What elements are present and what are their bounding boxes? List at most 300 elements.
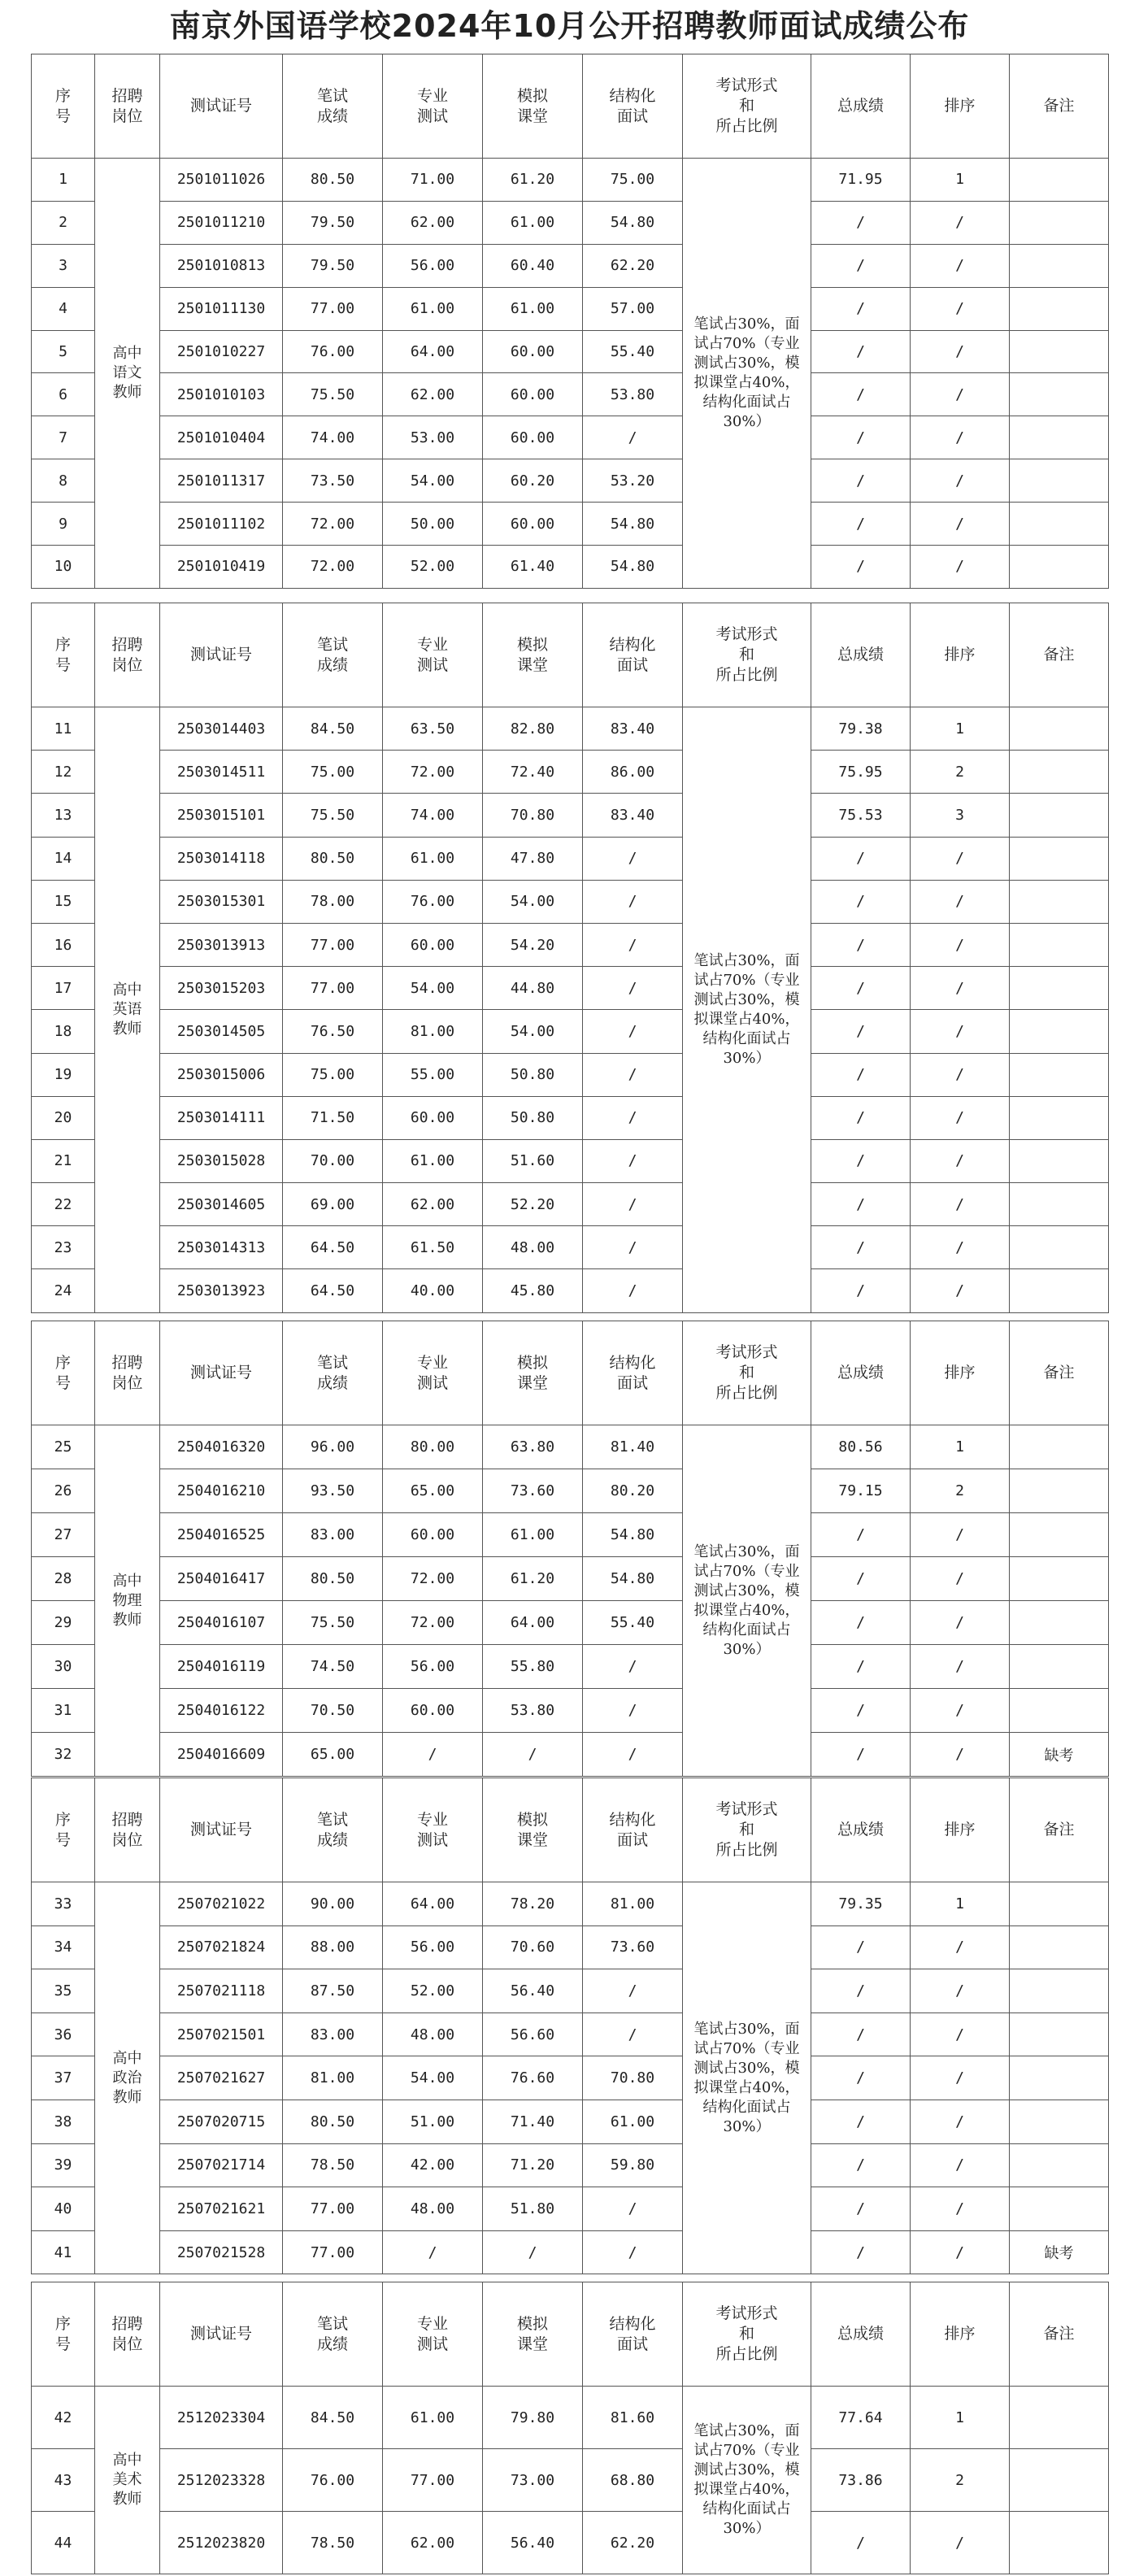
cell-test-id: 2504016320 bbox=[160, 1425, 283, 1469]
cell-test-id: 2503015028 bbox=[160, 1139, 283, 1182]
table-row bbox=[32, 287, 1109, 330]
header-col-test-id: 测试证号 bbox=[160, 2282, 283, 2387]
table-row bbox=[32, 1226, 1109, 1269]
cell-professional-score: 48.00 bbox=[383, 2012, 483, 2056]
cell-test-id: 2512023304 bbox=[160, 2387, 283, 2449]
cell-mock-class-score: 61.20 bbox=[483, 159, 583, 202]
cell-mock-class-score: 56.40 bbox=[483, 2512, 583, 2574]
cell-no: 39 bbox=[32, 2143, 95, 2187]
cell-rank: 2 bbox=[911, 1469, 1010, 1513]
cell-no: 34 bbox=[32, 1925, 95, 1969]
cell-mock-class-score: 44.80 bbox=[483, 967, 583, 1010]
cell-mock-class-score: 50.80 bbox=[483, 1096, 583, 1139]
table-row bbox=[32, 459, 1109, 503]
cell-rank: / bbox=[911, 1513, 1010, 1557]
cell-no: 19 bbox=[32, 1053, 95, 1096]
cell-remark bbox=[1010, 1513, 1109, 1557]
header-col-no: 序 号 bbox=[32, 54, 95, 159]
cell-structured-score: 62.20 bbox=[583, 2512, 683, 2574]
cell-total-score: 77.64 bbox=[811, 2387, 911, 2449]
cell-rank: / bbox=[911, 2512, 1010, 2574]
cell-post: 高中 政治 教师 bbox=[95, 1882, 160, 2274]
cell-total-score: / bbox=[811, 1689, 911, 1733]
cell-rank: / bbox=[911, 1925, 1010, 1969]
cell-structured-score: 73.60 bbox=[583, 1925, 683, 1969]
cell-total-score: / bbox=[811, 1925, 911, 1969]
table-row bbox=[32, 1139, 1109, 1182]
cell-remark bbox=[1010, 1096, 1109, 1139]
cell-structured-score: 53.80 bbox=[583, 373, 683, 416]
cell-total-score: / bbox=[811, 416, 911, 459]
cell-total-score: / bbox=[811, 330, 911, 373]
cell-no: 41 bbox=[32, 2230, 95, 2274]
cell-test-id: 2503015006 bbox=[160, 1053, 283, 1096]
cell-test-id: 2512023820 bbox=[160, 2512, 283, 2574]
cell-structured-score: 83.40 bbox=[583, 794, 683, 837]
table-row bbox=[32, 330, 1109, 373]
cell-rank: / bbox=[911, 1226, 1010, 1269]
cell-no: 38 bbox=[32, 2100, 95, 2143]
header-col-remark: 备注 bbox=[1010, 1321, 1109, 1425]
header-col-method: 考试形式 和 所占比例 bbox=[683, 2282, 811, 2387]
cell-remark bbox=[1010, 923, 1109, 966]
cell-test-id: 2503015203 bbox=[160, 967, 283, 1010]
cell-written-score: 75.50 bbox=[283, 1601, 383, 1645]
score-table-block bbox=[31, 54, 1108, 589]
table-row bbox=[32, 1469, 1109, 1513]
cell-professional-score: 55.00 bbox=[383, 1053, 483, 1096]
header-col-written: 笔试 成绩 bbox=[283, 2282, 383, 2387]
score-table bbox=[31, 1321, 1109, 1777]
cell-professional-score: 62.00 bbox=[383, 201, 483, 244]
cell-rank: / bbox=[911, 1269, 1010, 1312]
cell-total-score: / bbox=[811, 373, 911, 416]
cell-rank: 1 bbox=[911, 1425, 1010, 1469]
page-title: 南京外国语学校2024年10月公开招聘教师面试成绩公布 bbox=[169, 8, 970, 44]
cell-test-id: 2507021621 bbox=[160, 2187, 283, 2231]
table-row bbox=[32, 880, 1109, 923]
cell-remark bbox=[1010, 330, 1109, 373]
cell-test-id: 2501011210 bbox=[160, 201, 283, 244]
cell-structured-score: / bbox=[583, 2187, 683, 2231]
cell-professional-score: 62.00 bbox=[383, 373, 483, 416]
cell-rank: / bbox=[911, 459, 1010, 503]
cell-total-score: 80.56 bbox=[811, 1425, 911, 1469]
cell-rank: / bbox=[911, 201, 1010, 244]
table-row bbox=[32, 707, 1109, 751]
cell-mock-class-score: 60.40 bbox=[483, 244, 583, 287]
cell-written-score: 64.50 bbox=[283, 1269, 383, 1312]
cell-mock-class-score: 60.00 bbox=[483, 503, 583, 546]
cell-test-id: 2507021022 bbox=[160, 1882, 283, 1926]
header-col-structured: 结构化 面试 bbox=[583, 603, 683, 707]
cell-total-score: 75.53 bbox=[811, 794, 911, 837]
cell-remark bbox=[1010, 287, 1109, 330]
cell-professional-score: 72.00 bbox=[383, 1601, 483, 1645]
cell-remark bbox=[1010, 1925, 1109, 1969]
cell-written-score: 76.00 bbox=[283, 330, 383, 373]
cell-written-score: 77.00 bbox=[283, 967, 383, 1010]
cell-mock-class-score: 60.20 bbox=[483, 459, 583, 503]
cell-total-score: / bbox=[811, 2100, 911, 2143]
cell-written-score: 74.00 bbox=[283, 416, 383, 459]
table-row bbox=[32, 1096, 1109, 1139]
cell-professional-score: 71.00 bbox=[383, 159, 483, 202]
cell-remark bbox=[1010, 2056, 1109, 2100]
table-row bbox=[32, 1733, 1109, 1777]
cell-mock-class-score: 55.80 bbox=[483, 1645, 583, 1689]
cell-mock-class-score: 56.60 bbox=[483, 2012, 583, 2056]
header-col-post: 招聘 岗位 bbox=[95, 1321, 160, 1425]
cell-written-score: 80.50 bbox=[283, 159, 383, 202]
cell-written-score: 70.50 bbox=[283, 1689, 383, 1733]
cell-total-score: / bbox=[811, 546, 911, 589]
cell-remark bbox=[1010, 794, 1109, 837]
cell-remark bbox=[1010, 2512, 1109, 2574]
cell-written-score: 77.00 bbox=[283, 287, 383, 330]
cell-no: 36 bbox=[32, 2012, 95, 2056]
cell-mock-class-score: 48.00 bbox=[483, 1226, 583, 1269]
cell-remark bbox=[1010, 1645, 1109, 1689]
cell-written-score: 74.50 bbox=[283, 1645, 383, 1689]
cell-test-id: 2503015301 bbox=[160, 880, 283, 923]
cell-total-score: / bbox=[811, 2056, 911, 2100]
cell-remark bbox=[1010, 1010, 1109, 1053]
table-header-row bbox=[32, 603, 1109, 707]
cell-total-score: / bbox=[811, 1226, 911, 1269]
cell-remark bbox=[1010, 2100, 1109, 2143]
header-col-post: 招聘 岗位 bbox=[95, 54, 160, 159]
cell-written-score: 81.00 bbox=[283, 2056, 383, 2100]
cell-mock-class-score: 63.80 bbox=[483, 1425, 583, 1469]
cell-written-score: 88.00 bbox=[283, 1925, 383, 1969]
cell-structured-score: / bbox=[583, 1053, 683, 1096]
cell-professional-score: 54.00 bbox=[383, 459, 483, 503]
header-col-remark: 备注 bbox=[1010, 603, 1109, 707]
cell-exam-method: 笔试占30%，面试占70%（专业测试占30%，模拟课堂占40%，结构化面试占30%） bbox=[683, 1425, 811, 1777]
cell-mock-class-score: 61.00 bbox=[483, 201, 583, 244]
header-col-post: 招聘 岗位 bbox=[95, 1778, 160, 1882]
table-row bbox=[32, 1513, 1109, 1557]
cell-total-score: 79.15 bbox=[811, 1469, 911, 1513]
cell-professional-score: 56.00 bbox=[383, 244, 483, 287]
cell-exam-method: 笔试占30%，面试占70%（专业测试占30%，模拟课堂占40%，结构化面试占30%） bbox=[683, 1882, 811, 2274]
cell-no: 17 bbox=[32, 967, 95, 1010]
header-col-total: 总成绩 bbox=[811, 603, 911, 707]
table-row bbox=[32, 837, 1109, 880]
cell-professional-score: 64.00 bbox=[383, 330, 483, 373]
cell-post: 高中 美术 教师 bbox=[95, 2387, 160, 2574]
cell-no: 15 bbox=[32, 880, 95, 923]
header-col-rank: 排序 bbox=[911, 1321, 1010, 1425]
cell-no: 8 bbox=[32, 459, 95, 503]
header-col-mock-class: 模拟 课堂 bbox=[483, 2282, 583, 2387]
cell-professional-score: 61.00 bbox=[383, 1139, 483, 1182]
cell-test-id: 2504016122 bbox=[160, 1689, 283, 1733]
cell-no: 33 bbox=[32, 1882, 95, 1926]
cell-rank: / bbox=[911, 1557, 1010, 1601]
cell-written-score: 83.00 bbox=[283, 1513, 383, 1557]
cell-remark bbox=[1010, 1425, 1109, 1469]
cell-professional-score: 72.00 bbox=[383, 1557, 483, 1601]
cell-remark bbox=[1010, 459, 1109, 503]
cell-mock-class-score: 73.60 bbox=[483, 1469, 583, 1513]
cell-test-id: 2504016107 bbox=[160, 1601, 283, 1645]
cell-total-score: / bbox=[811, 2230, 911, 2274]
cell-mock-class-score: 71.20 bbox=[483, 2143, 583, 2187]
header-col-remark: 备注 bbox=[1010, 2282, 1109, 2387]
cell-exam-method: 笔试占30%，面试占70%（专业测试占30%，模拟课堂占40%，结构化面试占30%） bbox=[683, 707, 811, 1313]
cell-mock-class-score: 61.20 bbox=[483, 1557, 583, 1601]
header-col-professional: 专业 测试 bbox=[383, 1778, 483, 1882]
table-row bbox=[32, 967, 1109, 1010]
cell-no: 28 bbox=[32, 1557, 95, 1601]
header-col-rank: 排序 bbox=[911, 603, 1010, 707]
header-col-no: 序 号 bbox=[32, 603, 95, 707]
cell-no: 35 bbox=[32, 1969, 95, 2013]
cell-rank: / bbox=[911, 923, 1010, 966]
cell-test-id: 2501010419 bbox=[160, 546, 283, 589]
cell-written-score: 78.50 bbox=[283, 2512, 383, 2574]
cell-professional-score: 60.00 bbox=[383, 1513, 483, 1557]
cell-post: 高中 语文 教师 bbox=[95, 159, 160, 589]
cell-professional-score: 61.00 bbox=[383, 2387, 483, 2449]
cell-mock-class-score: / bbox=[483, 1733, 583, 1777]
table-row bbox=[32, 1689, 1109, 1733]
cell-structured-score: 81.60 bbox=[583, 2387, 683, 2449]
cell-written-score: 78.00 bbox=[283, 880, 383, 923]
cell-written-score: 80.50 bbox=[283, 1557, 383, 1601]
cell-written-score: 73.50 bbox=[283, 459, 383, 503]
cell-total-score: / bbox=[811, 2512, 911, 2574]
cell-structured-score: 54.80 bbox=[583, 1513, 683, 1557]
cell-total-score: / bbox=[811, 1645, 911, 1689]
cell-total-score: / bbox=[811, 287, 911, 330]
cell-professional-score: 63.50 bbox=[383, 707, 483, 751]
cell-remark bbox=[1010, 416, 1109, 459]
cell-no: 3 bbox=[32, 244, 95, 287]
cell-test-id: 2501011102 bbox=[160, 503, 283, 546]
cell-total-score: / bbox=[811, 503, 911, 546]
table-row bbox=[32, 2449, 1109, 2512]
score-table-block bbox=[31, 2282, 1108, 2574]
score-table-block bbox=[31, 1321, 1108, 1777]
cell-no: 27 bbox=[32, 1513, 95, 1557]
header-col-method: 考试形式 和 所占比例 bbox=[683, 54, 811, 159]
cell-written-score: 76.00 bbox=[283, 2449, 383, 2512]
cell-written-score: 78.50 bbox=[283, 2143, 383, 2187]
cell-no: 24 bbox=[32, 1269, 95, 1312]
cell-structured-score: / bbox=[583, 1733, 683, 1777]
cell-exam-method: 笔试占30%，面试占70%（专业测试占30%，模拟课堂占40%，结构化面试占30%） bbox=[683, 159, 811, 589]
score-table bbox=[31, 1778, 1109, 2274]
cell-rank: / bbox=[911, 2012, 1010, 2056]
cell-total-score: / bbox=[811, 244, 911, 287]
cell-test-id: 2507021714 bbox=[160, 2143, 283, 2187]
cell-remark bbox=[1010, 1053, 1109, 1096]
cell-professional-score: 60.00 bbox=[383, 1689, 483, 1733]
table-row bbox=[32, 2387, 1109, 2449]
table-row bbox=[32, 159, 1109, 202]
cell-rank: / bbox=[911, 2143, 1010, 2187]
cell-total-score: 71.95 bbox=[811, 159, 911, 202]
cell-mock-class-score: 50.80 bbox=[483, 1053, 583, 1096]
cell-remark bbox=[1010, 1969, 1109, 2013]
table-row bbox=[32, 2012, 1109, 2056]
cell-total-score: 79.35 bbox=[811, 1882, 911, 1926]
cell-no: 12 bbox=[32, 751, 95, 794]
cell-professional-score: 62.00 bbox=[383, 1183, 483, 1226]
header-col-written: 笔试 成绩 bbox=[283, 1778, 383, 1882]
cell-total-score: / bbox=[811, 2012, 911, 2056]
cell-test-id: 2503014605 bbox=[160, 1183, 283, 1226]
cell-written-score: 71.50 bbox=[283, 1096, 383, 1139]
cell-mock-class-score: 79.80 bbox=[483, 2387, 583, 2449]
cell-mock-class-score: 51.60 bbox=[483, 1139, 583, 1182]
header-col-structured: 结构化 面试 bbox=[583, 54, 683, 159]
cell-structured-score: 62.20 bbox=[583, 244, 683, 287]
cell-mock-class-score: 61.00 bbox=[483, 1513, 583, 1557]
cell-remark bbox=[1010, 1689, 1109, 1733]
cell-written-score: 76.50 bbox=[283, 1010, 383, 1053]
cell-structured-score: / bbox=[583, 1096, 683, 1139]
table-row bbox=[32, 2230, 1109, 2274]
cell-rank: / bbox=[911, 2187, 1010, 2231]
cell-total-score: / bbox=[811, 1096, 911, 1139]
header-col-no: 序 号 bbox=[32, 1778, 95, 1882]
cell-written-score: 87.50 bbox=[283, 1969, 383, 2013]
cell-structured-score: 80.20 bbox=[583, 1469, 683, 1513]
header-col-test-id: 测试证号 bbox=[160, 603, 283, 707]
cell-test-id: 2501010227 bbox=[160, 330, 283, 373]
cell-professional-score: 60.00 bbox=[383, 923, 483, 966]
header-col-rank: 排序 bbox=[911, 2282, 1010, 2387]
score-table bbox=[31, 603, 1109, 1313]
header-col-rank: 排序 bbox=[911, 1778, 1010, 1882]
table-row bbox=[32, 503, 1109, 546]
score-table bbox=[31, 2282, 1109, 2574]
cell-written-score: 80.50 bbox=[283, 2100, 383, 2143]
cell-rank: / bbox=[911, 330, 1010, 373]
cell-test-id: 2507021824 bbox=[160, 1925, 283, 1969]
cell-total-score: / bbox=[811, 1269, 911, 1312]
table-row bbox=[32, 2100, 1109, 2143]
cell-written-score: 77.00 bbox=[283, 2187, 383, 2231]
cell-rank: 1 bbox=[911, 1882, 1010, 1926]
table-row bbox=[32, 1969, 1109, 2013]
cell-structured-score: / bbox=[583, 837, 683, 880]
cell-total-score: 79.38 bbox=[811, 707, 911, 751]
header-col-remark: 备注 bbox=[1010, 54, 1109, 159]
cell-test-id: 2501010404 bbox=[160, 416, 283, 459]
cell-test-id: 2501011130 bbox=[160, 287, 283, 330]
cell-rank: / bbox=[911, 1733, 1010, 1777]
cell-total-score: / bbox=[811, 1969, 911, 2013]
cell-remark bbox=[1010, 707, 1109, 751]
cell-remark bbox=[1010, 546, 1109, 589]
cell-test-id: 2504016210 bbox=[160, 1469, 283, 1513]
cell-professional-score: 81.00 bbox=[383, 1010, 483, 1053]
cell-professional-score: 54.00 bbox=[383, 967, 483, 1010]
cell-rank: / bbox=[911, 373, 1010, 416]
cell-structured-score: / bbox=[583, 416, 683, 459]
cell-no: 14 bbox=[32, 837, 95, 880]
cell-total-score: 73.86 bbox=[811, 2449, 911, 2512]
cell-written-score: 77.00 bbox=[283, 2230, 383, 2274]
cell-structured-score: 55.40 bbox=[583, 330, 683, 373]
cell-professional-score: 56.00 bbox=[383, 1925, 483, 1969]
cell-test-id: 2504016525 bbox=[160, 1513, 283, 1557]
cell-test-id: 2503015101 bbox=[160, 794, 283, 837]
cell-no: 16 bbox=[32, 923, 95, 966]
cell-rank: / bbox=[911, 2056, 1010, 2100]
cell-total-score: / bbox=[811, 1601, 911, 1645]
cell-total-score: / bbox=[811, 201, 911, 244]
cell-structured-score: 54.80 bbox=[583, 1557, 683, 1601]
cell-professional-score: 76.00 bbox=[383, 880, 483, 923]
cell-written-score: 79.50 bbox=[283, 201, 383, 244]
cell-test-id: 2503014111 bbox=[160, 1096, 283, 1139]
cell-test-id: 2503014313 bbox=[160, 1226, 283, 1269]
cell-rank: / bbox=[911, 1139, 1010, 1182]
table-row bbox=[32, 794, 1109, 837]
cell-no: 32 bbox=[32, 1733, 95, 1777]
header-col-written: 笔试 成绩 bbox=[283, 603, 383, 707]
cell-total-score: / bbox=[811, 923, 911, 966]
table-row bbox=[32, 244, 1109, 287]
cell-remark bbox=[1010, 837, 1109, 880]
cell-remark bbox=[1010, 967, 1109, 1010]
cell-written-score: 79.50 bbox=[283, 244, 383, 287]
table-row bbox=[32, 2512, 1109, 2574]
cell-remark bbox=[1010, 1557, 1109, 1601]
cell-professional-score: 62.00 bbox=[383, 2512, 483, 2574]
cell-remark bbox=[1010, 1269, 1109, 1312]
cell-remark bbox=[1010, 1601, 1109, 1645]
table-row bbox=[32, 2143, 1109, 2187]
cell-total-score: / bbox=[811, 967, 911, 1010]
cell-test-id: 2507021528 bbox=[160, 2230, 283, 2274]
cell-rank: 2 bbox=[911, 751, 1010, 794]
cell-test-id: 2503014118 bbox=[160, 837, 283, 880]
cell-structured-score: 81.40 bbox=[583, 1425, 683, 1469]
header-col-test-id: 测试证号 bbox=[160, 1321, 283, 1425]
cell-test-id: 2504016119 bbox=[160, 1645, 283, 1689]
table-row bbox=[32, 1925, 1109, 1969]
header-col-method: 考试形式 和 所占比例 bbox=[683, 603, 811, 707]
cell-remark bbox=[1010, 1882, 1109, 1926]
cell-no: 44 bbox=[32, 2512, 95, 2574]
header-col-professional: 专业 测试 bbox=[383, 2282, 483, 2387]
table-row bbox=[32, 923, 1109, 966]
table-row bbox=[32, 1053, 1109, 1096]
cell-rank: / bbox=[911, 837, 1010, 880]
cell-remark bbox=[1010, 2187, 1109, 2231]
header-col-no: 序 号 bbox=[32, 1321, 95, 1425]
cell-remark bbox=[1010, 1139, 1109, 1182]
cell-no: 42 bbox=[32, 2387, 95, 2449]
score-table-block bbox=[31, 1778, 1108, 2274]
cell-mock-class-score: 72.40 bbox=[483, 751, 583, 794]
cell-structured-score: 75.00 bbox=[583, 159, 683, 202]
table-row bbox=[32, 373, 1109, 416]
cell-structured-score: 59.80 bbox=[583, 2143, 683, 2187]
cell-structured-score: / bbox=[583, 1269, 683, 1312]
cell-mock-class-score: 76.60 bbox=[483, 2056, 583, 2100]
header-col-remark: 备注 bbox=[1010, 1778, 1109, 1882]
cell-professional-score: 77.00 bbox=[383, 2449, 483, 2512]
cell-no: 18 bbox=[32, 1010, 95, 1053]
